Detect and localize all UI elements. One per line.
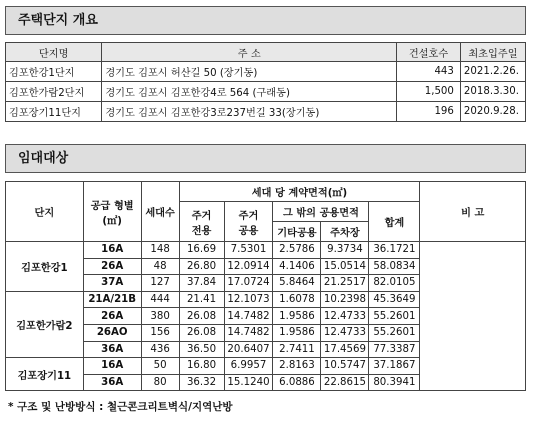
households: 127 <box>141 275 179 292</box>
section-header-overview: 주택단지 개요 <box>5 6 526 35</box>
type-unit: (㎡) <box>102 215 122 227</box>
complex-name: 김포장기11단지 <box>6 102 102 122</box>
complex-name: 김포장기11 <box>6 358 84 391</box>
section-header-rental: 임대대상 <box>5 144 526 173</box>
table-row <box>6 242 526 259</box>
supply-type: 16A <box>83 358 141 375</box>
col-header-complex: 단지 <box>6 182 84 242</box>
parking: 12.4733 <box>321 308 369 325</box>
common: 15.1240 <box>224 374 273 391</box>
supply-type: 36A <box>83 341 141 358</box>
col-header-units: 건설호수 <box>397 43 461 62</box>
complex-name: 김포한가람2단지 <box>6 82 102 102</box>
other-common: 2.7411 <box>273 341 321 358</box>
table-row <box>6 102 526 122</box>
common: 20.6407 <box>224 341 273 358</box>
other-common: 2.5786 <box>273 242 321 259</box>
col-header-date: 최초입주일 <box>460 43 525 62</box>
residential: 36.32 <box>179 374 224 391</box>
col-header-parking: 주차장 <box>321 222 369 242</box>
total: 80.3941 <box>369 374 420 391</box>
households: 156 <box>141 324 179 341</box>
total: 55.2601 <box>369 324 420 341</box>
common: 14.7482 <box>224 324 273 341</box>
supply-type: 26AO <box>83 324 141 341</box>
households: 48 <box>141 258 179 275</box>
parking: 15.0514 <box>321 258 369 275</box>
address: 경기도 김포시 김포한강3로237번길 33(장기동) <box>102 102 397 122</box>
col-header-other-common: 그 밖의 공용면적 <box>273 202 369 222</box>
supply-type: 26A <box>83 308 141 325</box>
parking: 21.2517 <box>321 275 369 292</box>
total: 36.1721 <box>369 242 420 259</box>
units: 1,500 <box>397 82 461 102</box>
residential: 26.08 <box>179 324 224 341</box>
total: 45.3649 <box>369 291 420 308</box>
total: 55.2601 <box>369 308 420 325</box>
move-in-date: 2018.3.30. <box>460 82 525 102</box>
households: 50 <box>141 358 179 375</box>
rental-header-row-1 <box>6 182 526 202</box>
col-header-total: 합계 <box>369 202 420 242</box>
residential: 37.84 <box>179 275 224 292</box>
total: 82.0105 <box>369 275 420 292</box>
supply-type: 37A <box>83 275 141 292</box>
residential: 16.69 <box>179 242 224 259</box>
supply-type: 21A/21B <box>83 291 141 308</box>
common: 7.5301 <box>224 242 273 259</box>
households: 436 <box>141 341 179 358</box>
col-header-households: 세대수 <box>141 182 179 242</box>
units: 443 <box>397 62 461 82</box>
col-header-type <box>83 182 141 242</box>
total: 58.0834 <box>369 258 420 275</box>
rental-table <box>5 181 526 391</box>
table-row <box>6 62 526 82</box>
residential: 21.41 <box>179 291 224 308</box>
other-common: 1.9586 <box>273 308 321 325</box>
parking: 10.5747 <box>321 358 369 375</box>
supply-type: 16A <box>83 242 141 259</box>
parking: 10.2398 <box>321 291 369 308</box>
address: 경기도 김포시 허산길 50 (장기동) <box>102 62 397 82</box>
overview-table <box>5 42 526 122</box>
type-label: 공급 형별 <box>90 200 134 212</box>
parking: 12.4733 <box>321 324 369 341</box>
households: 444 <box>141 291 179 308</box>
common: 12.1073 <box>224 291 273 308</box>
col-header-other: 기타공용 <box>273 222 321 242</box>
other-common: 1.6078 <box>273 291 321 308</box>
complex-name: 김포한강1 <box>6 242 84 292</box>
units: 196 <box>397 102 461 122</box>
move-in-date: 2020.9.28. <box>460 102 525 122</box>
households: 380 <box>141 308 179 325</box>
common-label: 주거 공용 <box>238 210 259 237</box>
col-header-complex: 단지명 <box>6 43 102 62</box>
parking: 17.4569 <box>321 341 369 358</box>
supply-type: 36A <box>83 374 141 391</box>
common: 12.0914 <box>224 258 273 275</box>
total: 77.3387 <box>369 341 420 358</box>
overview-header-row <box>6 43 526 62</box>
supply-type: 26A <box>83 258 141 275</box>
col-header-residential <box>179 202 224 242</box>
total: 37.1867 <box>369 358 420 375</box>
other-common: 4.1406 <box>273 258 321 275</box>
residential: 16.80 <box>179 358 224 375</box>
common: 6.9957 <box>224 358 273 375</box>
residential: 26.80 <box>179 258 224 275</box>
common: 14.7482 <box>224 308 273 325</box>
residential: 36.50 <box>179 341 224 358</box>
col-header-remarks: 비 고 <box>420 182 526 242</box>
residential: 26.08 <box>179 308 224 325</box>
col-header-address: 주 소 <box>102 43 397 62</box>
other-common: 1.9586 <box>273 324 321 341</box>
households: 148 <box>141 242 179 259</box>
complex-name: 김포한가람2 <box>6 291 84 357</box>
other-common: 2.8163 <box>273 358 321 375</box>
common: 17.0724 <box>224 275 273 292</box>
address: 경기도 김포시 김포한강4로 564 (구래동) <box>102 82 397 102</box>
remarks-cell <box>420 242 526 391</box>
table-row <box>6 82 526 102</box>
col-header-common <box>224 202 273 242</box>
move-in-date: 2021.2.26. <box>460 62 525 82</box>
residential-label: 주거 전용 <box>191 210 212 237</box>
parking: 9.3734 <box>321 242 369 259</box>
col-header-area-group: 세대 당 계약면적(㎡) <box>179 182 420 202</box>
households: 80 <box>141 374 179 391</box>
other-common: 5.8464 <box>273 275 321 292</box>
other-common: 6.0886 <box>273 374 321 391</box>
parking: 22.8615 <box>321 374 369 391</box>
structure-note: * 구조 및 난방방식 : 철근콘크리트벽식/지역난방 <box>8 401 233 413</box>
complex-name: 김포한강1단지 <box>6 62 102 82</box>
